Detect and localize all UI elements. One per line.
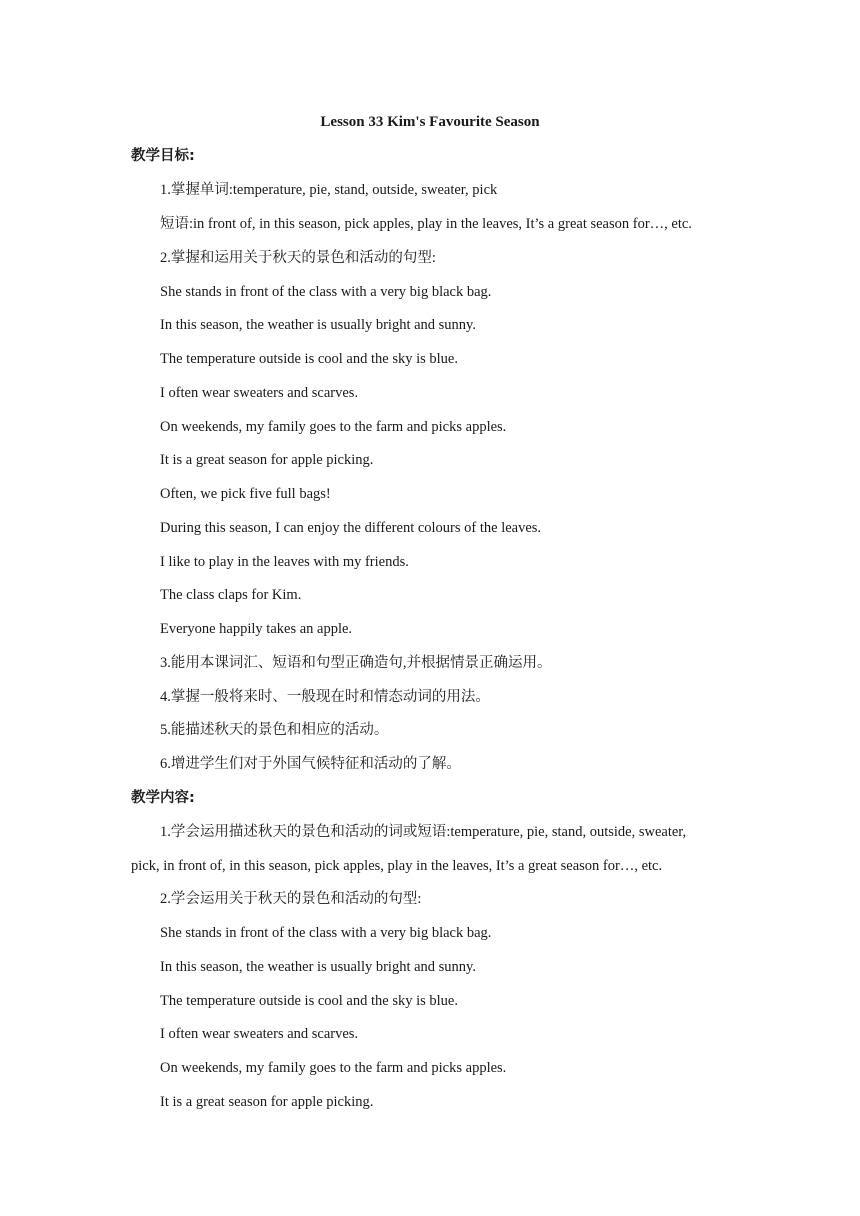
objective-line: 6.增进学生们对于外国气候特征和活动的了解。 [160, 756, 461, 772]
objective-line: In this season, the weather is usually bright and sunny. [160, 317, 476, 333]
objectives-heading: 教学目标: [131, 148, 195, 164]
objective-line: She stands in front of the class with a very big black bag. [160, 284, 492, 300]
objective-line: 4.掌握一般将来时、一般现在时和情态动词的用法。 [160, 689, 490, 705]
content-line: pick, in front of, in this season, pick apples, play in the leaves, It’s a great season for…, etc. [131, 858, 663, 874]
content-line: 1.学会运用描述秋天的景色和活动的词或短语:temperature, pie, stand, outside, sweater, [160, 824, 687, 840]
objective-line: Often, we pick five full bags! [160, 486, 331, 502]
objective-line: I often wear sweaters and scarves. [160, 385, 359, 401]
content-line: She stands in front of the class with a very big black bag. [160, 925, 492, 941]
content-line: It is a great season for apple picking. [160, 1094, 374, 1110]
objective-line: 3.能用本课词汇、短语和句型正确造句,并根据情景正确运用。 [160, 655, 552, 671]
objective-line: During this season, I can enjoy the different colours of the leaves. [160, 520, 542, 536]
objective-line: The class claps for Kim. [160, 587, 302, 603]
objective-line: It is a great season for apple picking. [160, 452, 374, 468]
objective-line: I like to play in the leaves with my friends. [160, 554, 409, 570]
content-line: On weekends, my family goes to the farm and picks apples. [160, 1060, 507, 1076]
page-title: Lesson 33 Kim's Favourite Season [320, 114, 540, 130]
objective-line: 5.能描述秋天的景色和相应的活动。 [160, 722, 389, 738]
objective-line: 2.掌握和运用关于秋天的景色和活动的句型: [160, 250, 436, 266]
content-line: In this season, the weather is usually bright and sunny. [160, 959, 476, 975]
content-line: The temperature outside is cool and the sky is blue. [160, 993, 458, 1009]
content-heading: 教学内容: [131, 790, 195, 806]
objective-line: Everyone happily takes an apple. [160, 621, 353, 637]
objective-line: The temperature outside is cool and the sky is blue. [160, 351, 458, 367]
objective-line: 1.掌握单词:temperature, pie, stand, outside, sweater, pick [160, 182, 498, 198]
objective-line: 短语:in front of, in this season, pick apples, play in the leaves, It’s a great season for…, etc. [160, 216, 692, 232]
content-line: 2.学会运用关于秋天的景色和活动的句型: [160, 891, 422, 907]
content-line: I often wear sweaters and scarves. [160, 1026, 359, 1042]
objective-line: On weekends, my family goes to the farm and picks apples. [160, 419, 507, 435]
